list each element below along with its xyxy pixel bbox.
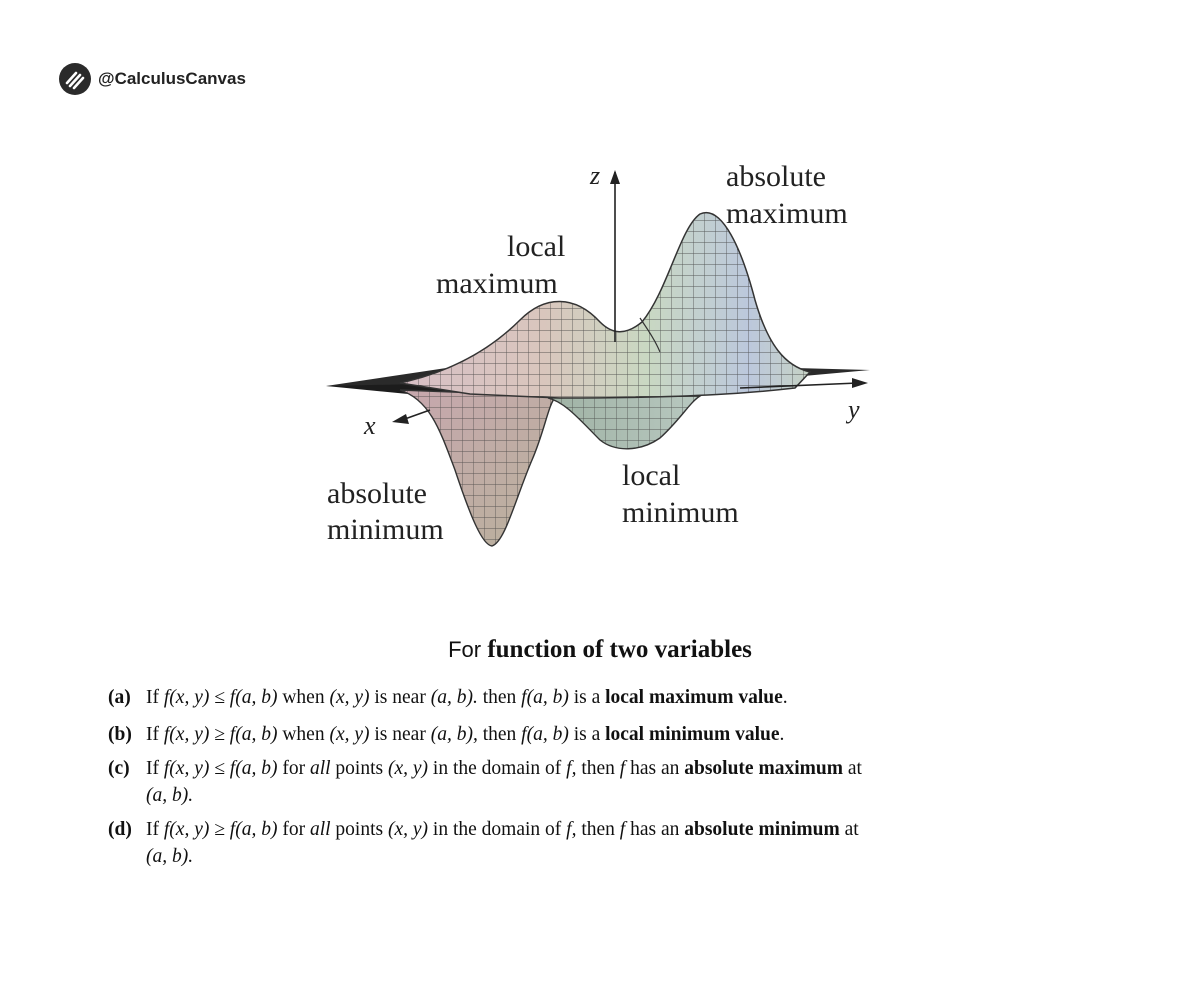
- definition-c: [108, 755, 1108, 809]
- section-title-prefix: For: [448, 637, 482, 662]
- absolute-minimum-label-1: absolute: [327, 477, 427, 510]
- definition-b: [108, 721, 1108, 748]
- local-maximum-label-1: local: [507, 230, 566, 263]
- y-axis-label: y: [848, 395, 860, 424]
- definition-a: [108, 684, 1108, 711]
- absolute-minimum-label-2: minimum: [327, 513, 444, 546]
- definition-tag: (c): [108, 758, 130, 779]
- absolute-maximum-label-2: maximum: [726, 197, 848, 230]
- x-axis-label: x: [364, 411, 376, 440]
- definition-d: [108, 816, 1108, 870]
- definition-text: If f(x, y) ≤ f(a, b) for all points (x, y) in the domain of f, then f has an absolute maximum at (a, b).: [146, 758, 862, 806]
- z-axis-label: z: [590, 161, 601, 190]
- y-arrow-icon: [852, 378, 868, 388]
- definition-tag: (b): [108, 724, 132, 745]
- brand-handle: @CalculusCanvas: [98, 69, 246, 88]
- local-minimum-label-1: local: [622, 459, 681, 492]
- definition-tag: (a): [108, 687, 131, 708]
- absolute-maximum-label-1: absolute: [726, 160, 826, 193]
- definition-tag: (d): [108, 819, 132, 840]
- section-title: [0, 636, 1200, 664]
- z-arrow-icon: [610, 170, 620, 184]
- section-title-main: function of two variables: [487, 636, 752, 663]
- definition-text: If f(x, y) ≤ f(a, b) when (x, y) is near (a, b). then f(a, b) is a local maximum value.: [146, 687, 788, 708]
- x-arrow-icon: [392, 414, 409, 424]
- definitions-list: [108, 684, 1108, 877]
- definition-text: If f(x, y) ≥ f(a, b) for all points (x, y) in the domain of f, then f has an absolute minimum at (a, b).: [146, 819, 859, 867]
- definition-text: If f(x, y) ≥ f(a, b) when (x, y) is near (a, b), then f(a, b) is a local minimum value.: [146, 724, 785, 745]
- local-minimum-label-2: minimum: [622, 496, 739, 529]
- local-maximum-label-2: maximum: [436, 267, 558, 300]
